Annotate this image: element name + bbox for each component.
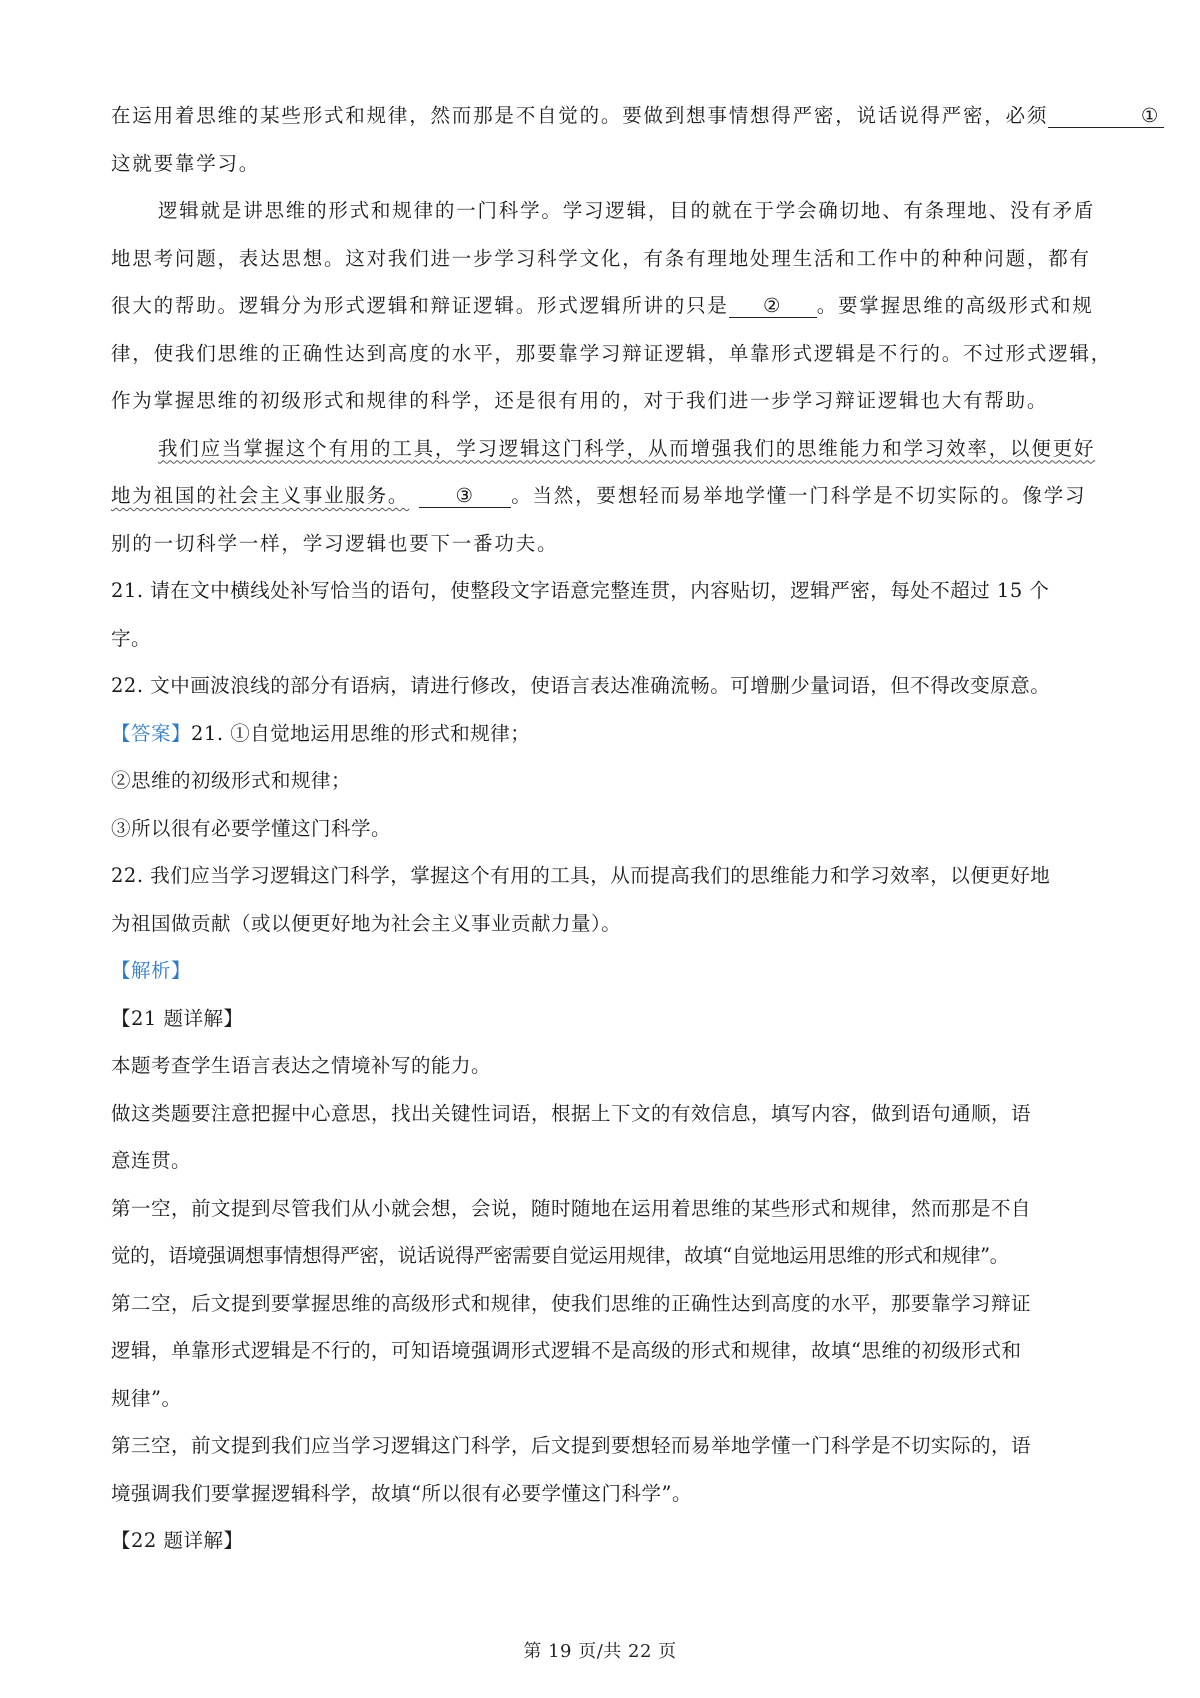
answer-line: [111, 710, 1101, 758]
wavy-underlined-text: 地为祖国的社会主义事业服务。: [111, 484, 410, 507]
analysis-label: 【解析】: [111, 959, 192, 982]
passage-line: [111, 235, 1101, 283]
analysis-text: 第二空，后文提到要掌握思维的高级形式和规律，使我们思维的正确性达到高度的水平，那要靠学习辩证: [111, 1291, 1032, 1315]
analysis-line: [111, 1327, 1101, 1375]
answer-line: [111, 852, 1101, 900]
page-footer: [0, 1637, 1200, 1663]
passage-text: 这就要靠学习。: [111, 151, 261, 175]
answer-block: [111, 710, 1101, 948]
analysis-text: 做这类题要注意把握中心意思，找出关键性词语，根据上下文的有效信息，填写内容，做到语句通顺，语: [111, 1101, 1032, 1125]
passage-line: [111, 282, 1101, 330]
page-content: [111, 92, 1161, 1565]
analysis-subheading-22: [111, 1517, 1101, 1565]
passage-text: 很大的帮助。逻辑分为形式逻辑和辩证逻辑。形式逻辑所讲的只是: [111, 294, 729, 317]
analysis-text: 意连贯。: [111, 1149, 192, 1172]
passage-line: [111, 425, 1101, 473]
analysis-text: 觉的，语境强调想事情想得严密，说话说得严密需要自觉运用规律，故填“自觉地运用思维的形式和规律”。: [111, 1244, 1009, 1267]
analysis-line: [111, 1280, 1101, 1328]
passage-line: [111, 187, 1101, 235]
analysis-line: [111, 1375, 1101, 1423]
answer-text: ②思维的初级形式和规律；: [111, 769, 352, 792]
passage-line: [111, 330, 1113, 378]
answer-line: [111, 900, 1101, 948]
passage-text: 作为掌握思维的初级形式和规律的科学，还是很有用的，对于我们进一步学习辩证逻辑也大有帮助。: [111, 389, 1049, 412]
analysis-line: [111, 1042, 1101, 1090]
answer-text: 为祖国做贡献（或以便更好地为社会主义事业贡献力量）。: [111, 911, 622, 935]
question-21: [111, 567, 1101, 615]
subheading-text: 【22 题详解】: [111, 1529, 244, 1552]
answer-line: [111, 805, 1101, 853]
passage-line: [111, 377, 1101, 425]
answer-line: [111, 757, 1101, 805]
question-22: [111, 662, 1101, 710]
question-text: 21. 请在文中横线处补写恰当的语句，使整段文字语意完整连贯，内容贴切，逻辑严密，每处不超过 15 个: [111, 579, 1050, 602]
wavy-underlined-text: 我们应当掌握这个有用的工具，学习逻辑这门科学，从而增强我们的思维能力和学习效率，以便更好: [158, 436, 1096, 460]
passage-text: 。当然，要想轻而易举地学懂一门科学是不切实际的。像学习: [511, 484, 1087, 507]
blank-3: ③: [419, 485, 511, 508]
passage-line: [111, 472, 1101, 520]
reading-passage: [111, 92, 1161, 567]
passage-line: [111, 140, 1101, 188]
analysis-text: 境强调我们要掌握逻辑科学，故填“所以很有必要学懂这门科学”。: [111, 1481, 692, 1505]
passage-text: 。要掌握思维的高级形式和规: [816, 294, 1094, 317]
analysis-line: [111, 1470, 1101, 1518]
passage-text: 在运用着思维的某些形式和规律，然而那是不自觉的。要做到想事情想得严密，说话说得严密，必须: [111, 104, 1049, 127]
passage-text: 别的一切科学一样，学习逻辑也要下一番功夫。: [111, 531, 559, 555]
answer-text: 22. 我们应当学习逻辑这门科学，掌握这个有用的工具，从而提高我们的思维能力和学习效率，以便更好地: [111, 864, 1051, 887]
page-number: 第 19 页/共 22 页: [523, 1641, 677, 1662]
answer-text: 21. ①自觉地运用思维的形式和规律；: [191, 721, 531, 745]
answer-text: ③所以很有必要学懂这门科学。: [111, 816, 392, 840]
passage-line: [111, 92, 1161, 140]
analysis-line: [111, 1422, 1101, 1470]
analysis-subheading-21: [111, 995, 1101, 1043]
question-text: 字。: [111, 626, 152, 650]
analysis-line: [111, 1185, 1101, 1233]
analysis-line: [111, 1232, 1101, 1280]
passage-text: 逻辑就是讲思维的形式和规律的一门科学。学习逻辑，目的就在于学会确切地、有条理地、没有矛盾: [158, 199, 1096, 222]
analysis-block: [111, 947, 1101, 1565]
analysis-line: [111, 1090, 1101, 1138]
passage-text: 律，使我们思维的正确性达到高度的水平，那要靠学习辩证逻辑，单靠形式逻辑是不行的。不过形式逻辑，: [111, 341, 1113, 365]
questions-block: [111, 567, 1101, 710]
question-21-cont: [111, 615, 1101, 663]
analysis-text: 规律”。: [111, 1386, 182, 1410]
analysis-heading: [111, 947, 1101, 995]
blank-1: ①: [1048, 105, 1164, 128]
analysis-text: 本题考查学生语言表达之情境补写的能力。: [111, 1054, 492, 1077]
subheading-text: 【21 题详解】: [111, 1006, 244, 1030]
question-text: 22. 文中画波浪线的部分有语病，请进行修改，使语言表达准确流畅。可增删少量词语，但不得改变原意。: [111, 674, 1051, 697]
analysis-text: 逻辑，单靠形式逻辑是不行的，可知语境强调形式逻辑不是高级的形式和规律，故填“思维的初级形式和: [111, 1339, 1022, 1362]
passage-line: [111, 520, 1101, 568]
analysis-line: [111, 1137, 1101, 1185]
answer-label: 【答案】: [111, 721, 192, 745]
analysis-text: 第一空，前文提到尽管我们从小就会想，会说，随时随地在运用着思维的某些形式和规律，然而那是不自: [111, 1196, 1032, 1220]
blank-2: ②: [729, 295, 817, 318]
analysis-text: 第三空，前文提到我们应当学习逻辑这门科学，后文提到要想轻而易举地学懂一门科学是不切实际的，语: [111, 1434, 1032, 1457]
passage-text: 地思考问题，表达思想。这对我们进一步学习科学文化，有条有理地处理生活和工作中的种种问题，都有: [111, 246, 1091, 270]
